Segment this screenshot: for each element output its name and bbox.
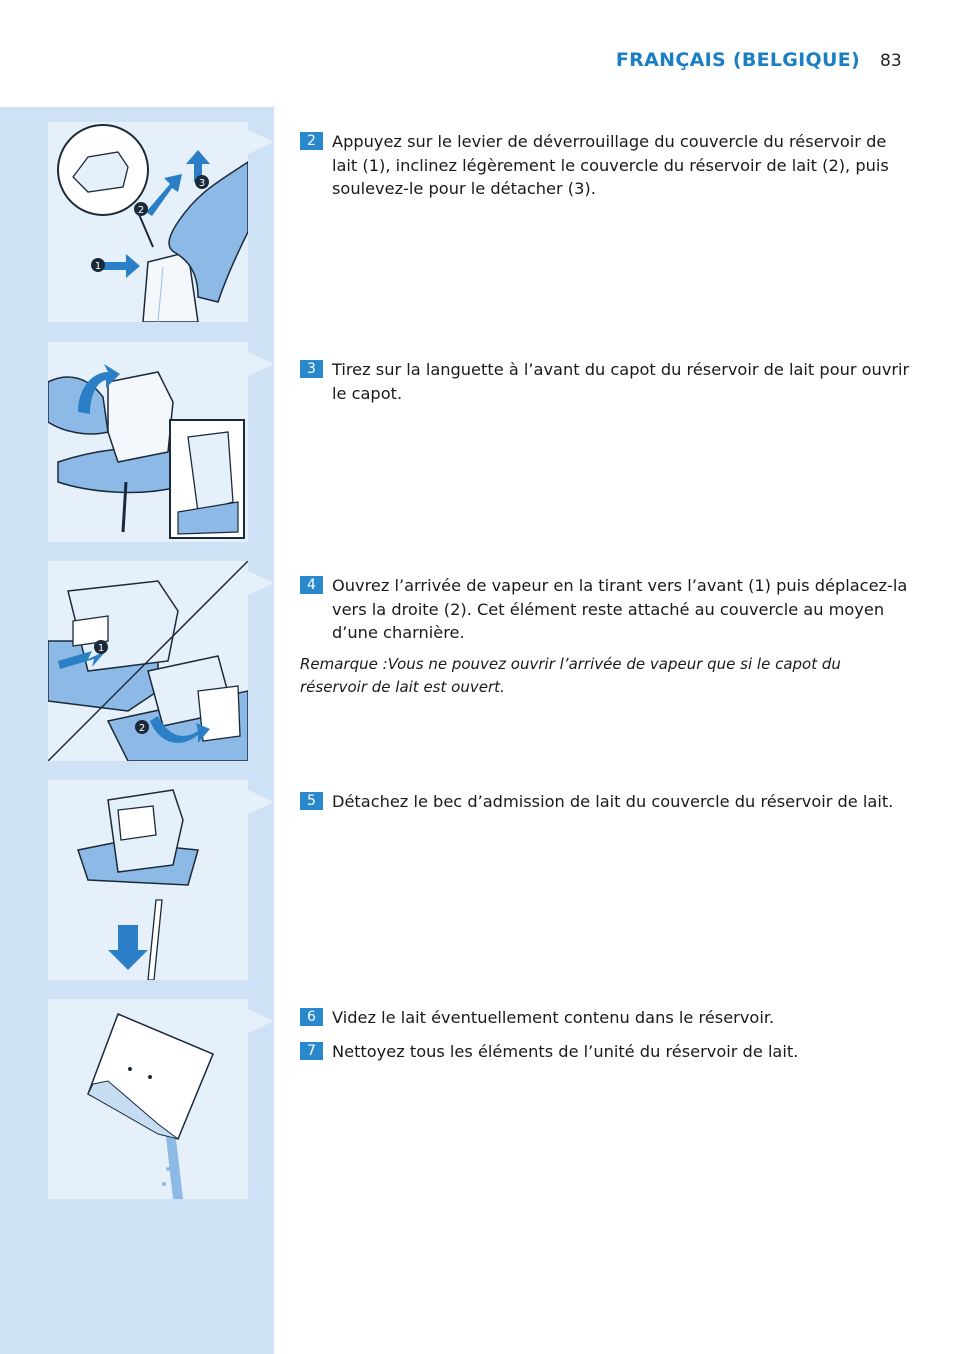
step-text: Nettoyez tous les éléments de l’unité du réservoir de lait. — [332, 1042, 799, 1061]
illustration-pointer — [248, 130, 274, 154]
illustration-pointer — [248, 352, 274, 376]
step-text: Appuyez sur le levier de déverrouillage du couvercle du réservoir de lait (1), inclinez légèrement le couvercle du réservoir de lait (2), puis soulevez-le pour le détacher (3). — [332, 132, 889, 198]
step-number: 2 — [300, 132, 323, 150]
step-number: 6 — [300, 1008, 323, 1026]
callout-2: 2 — [137, 205, 145, 216]
step-text: Videz le lait éventuellement contenu dans le réservoir. — [332, 1008, 775, 1027]
callout-3: 3 — [198, 178, 206, 189]
illustration-empty-tank — [48, 999, 248, 1199]
step-4 — [300, 574, 912, 645]
illustration-open-cover — [48, 342, 248, 542]
step-number: 5 — [300, 792, 323, 810]
illustration-remove-lid — [48, 122, 248, 322]
step-6 — [300, 1006, 912, 1030]
illustration-milk-spout — [48, 780, 248, 980]
step-number: 7 — [300, 1042, 323, 1060]
note-text: Remarque :Vous ne pouvez ouvrir l’arrivée de vapeur que si le capot du réservoir de lait est ouvert. — [300, 655, 841, 696]
step-2 — [300, 130, 912, 201]
step-text: Détachez le bec d’admission de lait du couvercle du réservoir de lait. — [332, 792, 894, 811]
page-number: 83 — [880, 51, 902, 71]
callout-1: 1 — [97, 643, 105, 654]
step-number: 4 — [300, 576, 323, 594]
illustration-steam-inlet — [48, 561, 248, 761]
illustration-milk-spout-drawing — [48, 780, 248, 980]
illustration-steam-inlet-drawing — [48, 561, 248, 761]
language-heading: FRANÇAIS (BELGIQUE) — [615, 49, 860, 71]
illustration-remove-lid-drawing — [48, 122, 248, 322]
step-7 — [300, 1040, 912, 1064]
step-text: Tirez sur la languette à l’avant du capot du réservoir de lait pour ouvrir le capot. — [332, 360, 910, 403]
step-3 — [300, 358, 912, 405]
illustration-pointer — [248, 1009, 274, 1033]
callout-1: 1 — [94, 261, 102, 272]
step-5 — [300, 790, 912, 814]
step-text: Ouvrez l’arrivée de vapeur en la tirant vers l’avant (1) puis déplacez-la vers la droite (2). Cet élément reste attaché au couvercle au moyen d’une charnière. — [332, 576, 908, 642]
illustration-open-cover-drawing — [48, 342, 248, 542]
step-number: 3 — [300, 360, 323, 378]
callout-2: 2 — [138, 723, 146, 734]
illustration-pointer — [248, 571, 274, 595]
illustration-pointer — [248, 790, 274, 814]
illustration-empty-tank-drawing — [48, 999, 248, 1199]
